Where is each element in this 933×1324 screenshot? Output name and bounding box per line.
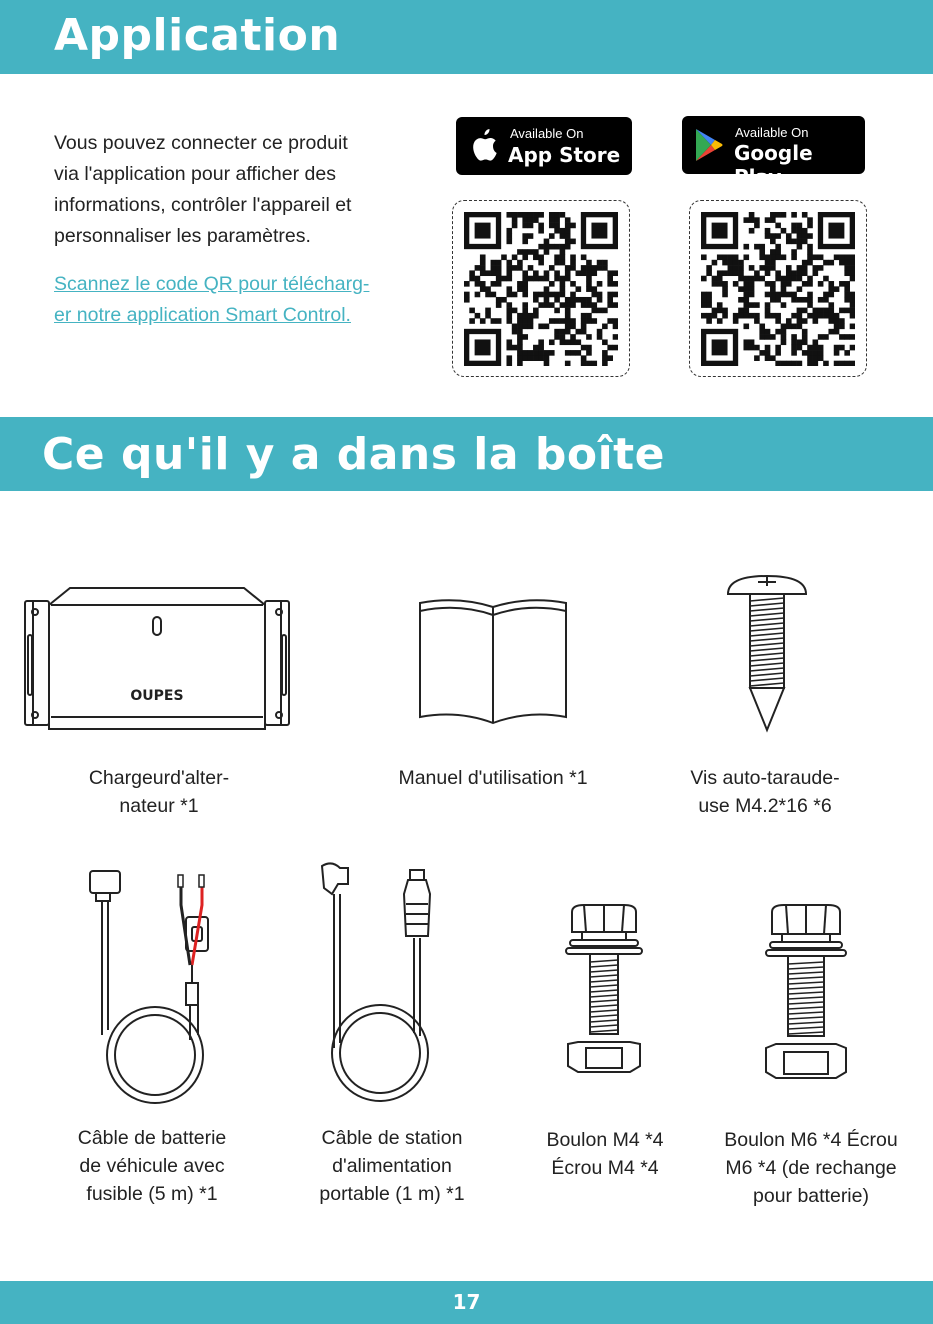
charger-caption [30,764,288,820]
bolt-m6-caption [700,1126,922,1210]
app-store-small-text: Available On [510,126,584,141]
station-cable-caption [282,1124,502,1208]
station-cable-image [310,858,450,1116]
intro-line: personnaliser les paramètres. [54,225,311,247]
caption-line: Câble de batterie [77,1127,227,1149]
intro-line: Vous pouvez connecter ce produit [54,132,348,154]
scan-line: Scannez le code QR pour télécharg- [54,273,370,295]
bolt-m6-image [762,902,852,1082]
caption-line: Vis auto-taraude- [690,767,840,789]
caption-line: d'alimentation [332,1155,452,1177]
google-play-qr-code[interactable] [701,212,855,366]
google-play-big-text: Google Play [734,141,813,189]
manual-caption [370,764,616,792]
caption-line: Chargeurd'alter- [88,767,230,789]
user-manual-image [418,597,568,725]
page-number: 17 [452,1290,481,1314]
caption-line: Écrou M4 *4 [551,1157,659,1179]
charger-image [22,585,292,735]
intro-line: via l'application pour afficher des [54,163,336,185]
caption-line: M6 *4 (de rechange [725,1157,897,1179]
caption-line: nateur *1 [119,795,199,817]
battery-cable-image [82,865,222,1115]
caption-line: de véhicule avec [79,1155,225,1177]
app-store-qr-code[interactable] [464,212,618,366]
app-store-big-text: App Store [508,143,621,167]
caption-line: Boulon M6 *4 Écrou [724,1129,898,1151]
caption-line: Boulon M4 *4 [546,1129,664,1151]
intro-line: informations, contrôler l'appareil et [54,194,352,216]
caption-line: Manuel d'utilisation *1 [398,767,588,789]
google-play-logo-icon [695,128,723,162]
bolt-m4-image [564,902,644,1077]
google-play-badge[interactable] [682,116,865,189]
app-store-qr-frame [452,200,630,377]
battery-cable-caption [42,1124,262,1208]
intro-text [54,128,434,252]
bolt-m4-caption [510,1126,700,1182]
scan-qr-link[interactable] [54,269,434,331]
caption-line: use M4.2*16 *6 [698,795,832,817]
box-contents-title: Ce qu'il y a dans la boîte [42,429,666,480]
box-contents-header [0,417,933,491]
page-footer [0,1281,933,1324]
screw-caption [660,764,870,820]
app-store-badge[interactable] [456,117,632,175]
google-play-qr-frame [689,200,867,377]
caption-line: portable (1 m) *1 [319,1183,465,1205]
application-header [0,0,933,74]
screw-image [722,572,812,737]
application-title: Application [54,10,341,61]
caption-line: pour batterie) [753,1185,869,1207]
google-play-small-text: Available On [735,125,809,140]
scan-line: er notre application Smart Control. [54,304,351,326]
caption-line: fusible (5 m) *1 [86,1183,218,1205]
caption-line: Câble de station [321,1127,463,1149]
apple-logo-icon [470,128,498,162]
charger-brand-logo: OUPES [130,688,184,704]
